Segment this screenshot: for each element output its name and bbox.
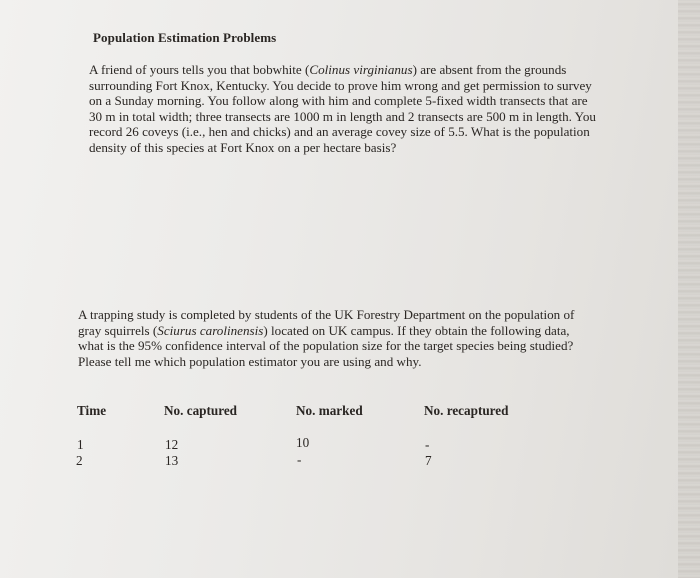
- problem-1-text-before: A friend of yours tells you that bobwhite (: [89, 62, 310, 77]
- row-2-marked: -: [297, 452, 302, 467]
- row-1-recaptured: -: [425, 437, 430, 452]
- header-time: Time: [77, 403, 107, 418]
- row-1-time: 1: [77, 437, 84, 452]
- problem-1-species: Colinus virginianus: [309, 62, 413, 77]
- row-2-captured: 13: [165, 453, 179, 468]
- problem-1-text: [89, 62, 599, 156]
- row-2-time: 2: [76, 453, 83, 468]
- problem-1-text-after: ) are absent from the grounds surrounding Fort Knox, Kentucky. You decide to prove him wrong and get permission to survey on a Sunday morning. You follow along with him and complete 5-fixed width transects that are 30 m in total width; three transects are 1000 m in length and 2 transects are 500 m in length. You record 26 coveys (i.e., hen and chicks) and an average covey size of 5.5. What is the population density of this species at Fort Knox on a per hectare basis?: [89, 62, 596, 155]
- problem-2-text: [78, 307, 598, 369]
- row-1-marked: 10: [296, 435, 310, 450]
- document-title: Population Estimation Problems: [93, 30, 277, 45]
- header-recaptured: No. recaptured: [424, 403, 509, 418]
- problem-2-text-before: A trapping study is completed by students of the UK Forestry Department on the population of gray squirrels (: [78, 307, 575, 338]
- header-captured: No. captured: [164, 403, 238, 418]
- row-2-recaptured: 7: [425, 453, 432, 468]
- problem-2-species: Sciurus carolinensis: [157, 322, 264, 338]
- page-edge-shadow: [678, 0, 700, 578]
- header-marked: No. marked: [296, 403, 363, 418]
- row-1-captured: 12: [165, 437, 179, 452]
- problem-2-text-after: ) located on UK campus. If they obtain the following data, what is the 95% confidence interval of the population size for the target species being studied? Please tell me which population estimator you are using and why.: [78, 322, 574, 369]
